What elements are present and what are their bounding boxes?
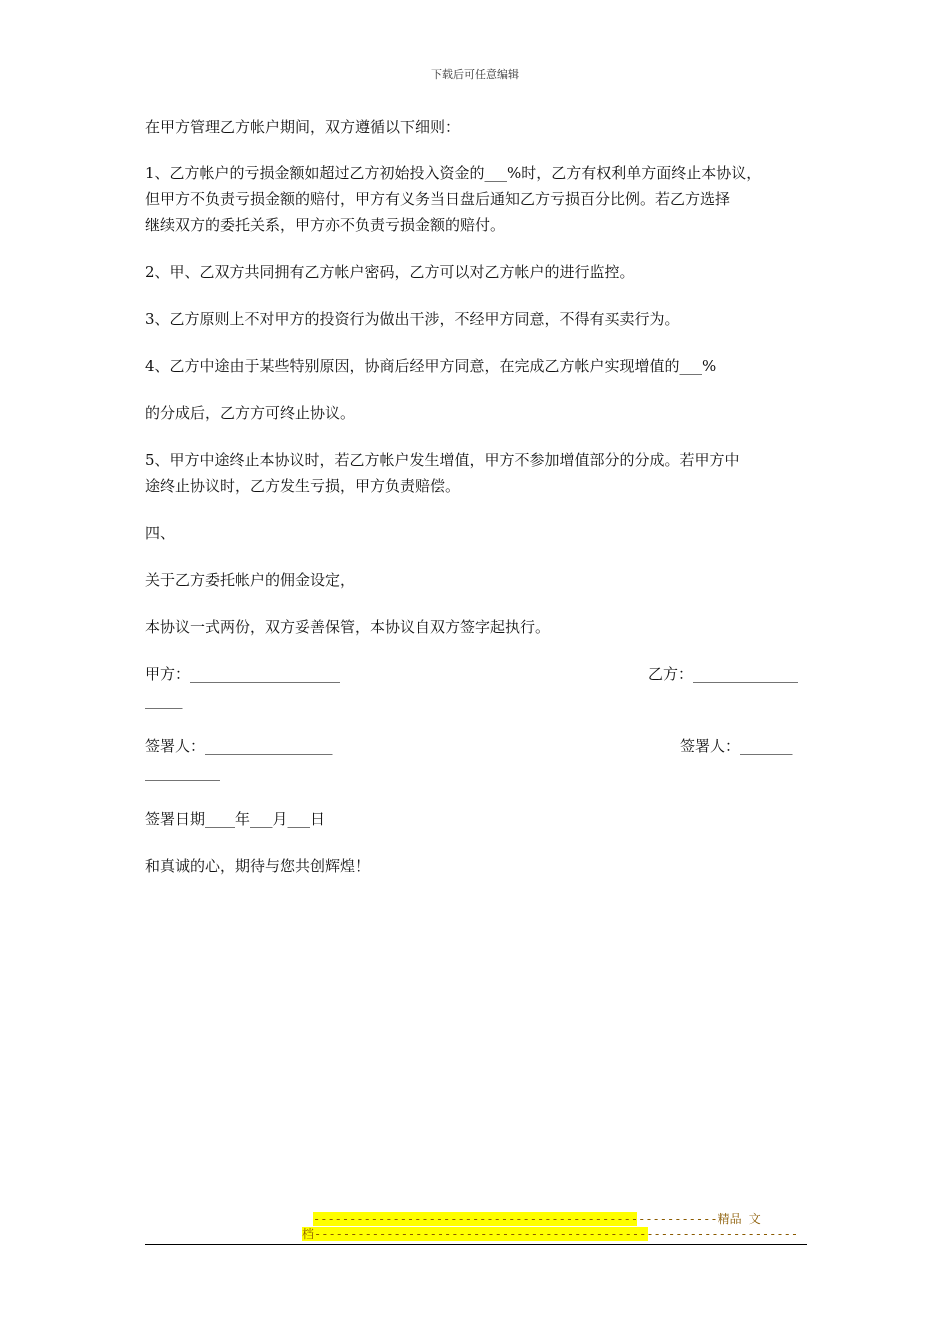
footer-rule bbox=[145, 1244, 807, 1245]
clause-3: 3、乙方原则上不对甲方的投资行为做出干涉，不经甲方同意，不得有买卖行为。 bbox=[145, 310, 680, 328]
signer-a-line-cont: __________ bbox=[145, 763, 220, 781]
party-a-signature-line: 甲方：____________________ bbox=[145, 665, 341, 683]
party-b-signature-line: 乙方：______________ bbox=[648, 665, 799, 683]
page-header: 下载后可任意编辑 bbox=[431, 68, 519, 81]
footer-banner-line-2: 档------------------------------------------------------------------- bbox=[302, 1227, 799, 1241]
clause-1-line-2: 但甲方不负责亏损金额的赔付，甲方有义务当日盘后通知乙方亏损百分比例。若乙方选择 bbox=[145, 190, 731, 208]
clause-4-line-2: 的分成后，乙方方可终止协议。 bbox=[145, 404, 356, 422]
intro-paragraph: 在甲方管理乙方帐户期间，双方遵循以下细则： bbox=[145, 118, 461, 136]
clause-5-line-2: 途终止协议时，乙方发生亏损，甲方负责赔偿。 bbox=[145, 477, 461, 495]
copies-paragraph: 本协议一式两份，双方妥善保管，本协议自双方签字起执行。 bbox=[145, 618, 551, 636]
clause-5-line-1: 5、甲方中途终止本协议时，若乙方帐户发生增值，甲方不参加增值部分的分成。若甲方中 bbox=[145, 451, 740, 469]
closing-line: 和真诚的心，期待与您共创辉煌！ bbox=[145, 857, 371, 875]
clause-2: 2、甲、乙双方共同拥有乙方帐户密码，乙方可以对乙方帐户的进行监控。 bbox=[145, 263, 635, 281]
clause-4-line-1: 4、乙方中途由于某些特别原因，协商后经甲方同意，在完成乙方帐户实现增值的___% bbox=[145, 357, 717, 375]
party-a-signature-line-cont: _____ bbox=[145, 691, 183, 709]
sign-date-line: 签署日期____年___月___日 bbox=[145, 810, 326, 828]
clause-1-line-1: 1、乙方帐户的亏损金额如超过乙方初始投入资金的___%时，乙方有权利单方面终止本协议， bbox=[145, 164, 762, 182]
signer-a-line: 签署人：_________________ bbox=[145, 737, 333, 755]
clause-1-line-3: 继续双方的委托关系，甲方亦不负责亏损金额的赔付。 bbox=[145, 216, 506, 234]
commission-paragraph: 关于乙方委托帐户的佣金设定， bbox=[145, 571, 356, 589]
section-four-heading: 四、 bbox=[145, 524, 176, 542]
signer-b-line: 签署人：_______ bbox=[680, 737, 793, 755]
footer-banner-line-1: --------------------------------------------------------精品 文 bbox=[313, 1212, 761, 1226]
